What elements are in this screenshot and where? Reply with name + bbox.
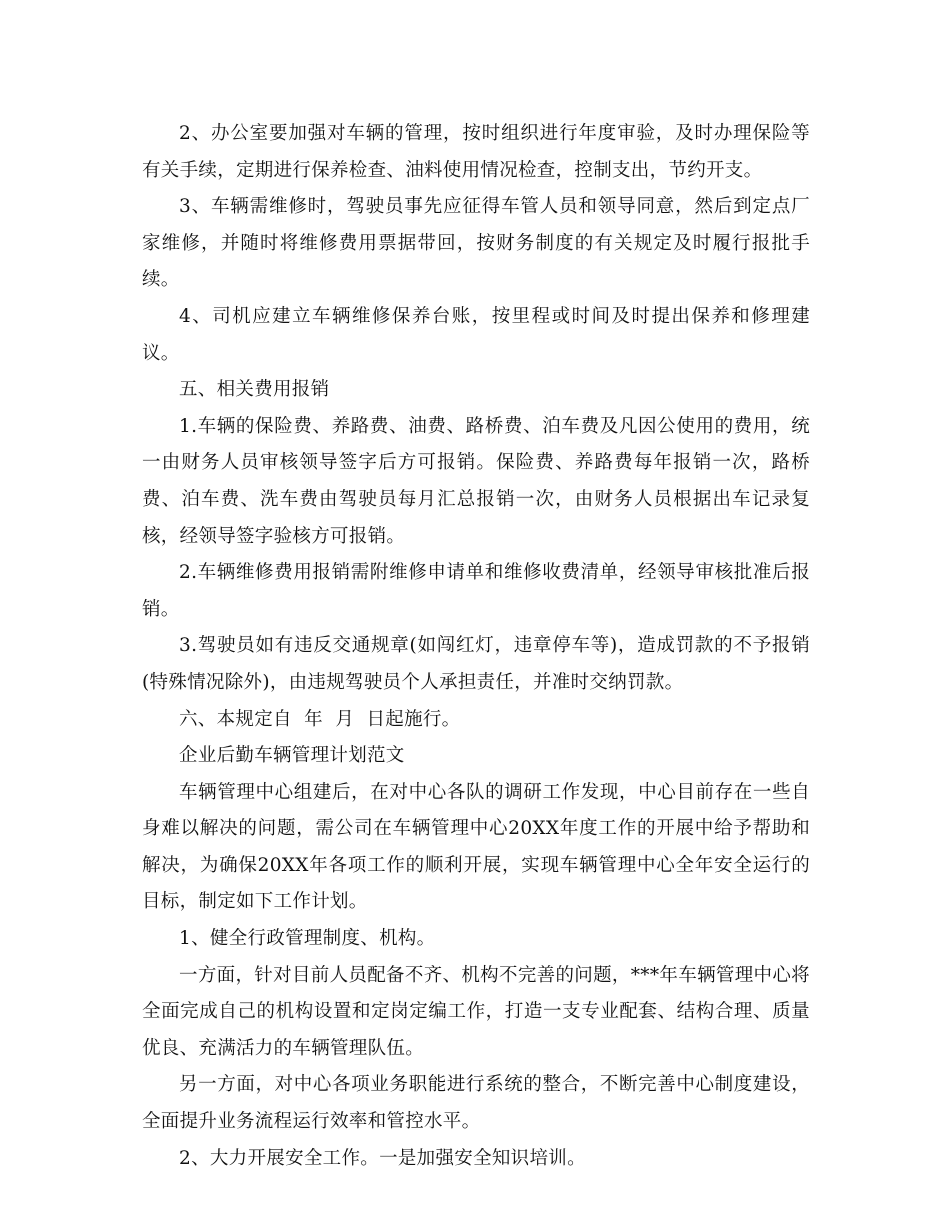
document-page bbox=[142, 116, 810, 1177]
paragraph: 4、司机应建立车辆维修保养台账，按里程或时间及时提出保养和修理建议。 bbox=[142, 305, 810, 364]
paragraph: 车辆管理中心组建后，在对中心各队的调研工作发现，中心目前存在一些自身难以解决的问题，需公司在车辆管理中心20XX年度工作的开展中给予帮助和解决，为确保20XX年各项工作的顺利开展，实现车辆管理中心全年安全运行的目标，制定如下工作计划。 bbox=[142, 781, 810, 913]
paragraph: 3.驾驶员如有违反交通规章(如闯红灯，违章停车等)，造成罚款的不予报销(特殊情况除外)，由违规驾驶员个人承担责任，并准时交纳罚款。 bbox=[142, 635, 810, 693]
paragraph: 2.车辆维修费用报销需附维修申请单和维修收费清单，经领导审核批准后报销。 bbox=[142, 562, 810, 620]
section-heading: 六、本规定自 年 月 日起施行。 bbox=[179, 708, 461, 730]
paragraph: 2、大力开展安全工作。一是加强安全知识培训。 bbox=[179, 1147, 586, 1169]
section-heading: 五、相关费用报销 bbox=[179, 379, 330, 401]
paragraph: 2、办公室要加强对车辆的管理，按时组织进行年度审验，及时办理保险等有关手续，定期进行保养检查、油料使用情况检查，控制支出，节约开支。 bbox=[142, 123, 810, 181]
paragraph: 一方面，针对目前人员配备不齐、机构不完善的问题，***年车辆管理中心将全面完成自己的机构设置和定岗定编工作，打造一支专业配套、结构合理、质量优良、充满活力的车辆管理队伍。 bbox=[142, 964, 810, 1059]
paragraph: 3、车辆需维修时，驾驶员事先应征得车管人员和领导同意，然后到定点厂家维修，并随时将维修费用票据带回，按财务制度的有关规定及时履行报批手续。 bbox=[142, 196, 810, 291]
paragraph: 另一方面，对中心各项业务职能进行系统的整合，不断完善中心制度建设，全面提升业务流程运行效率和管控水平。 bbox=[142, 1074, 810, 1133]
document-title: 企业后勤车辆管理计划范文 bbox=[179, 745, 405, 767]
section-heading: 1、健全行政管理制度、机构。 bbox=[179, 928, 436, 950]
paragraph: 1.车辆的保险费、养路费、油费、路桥费、泊车费及凡因公使用的费用，统一由财务人员审核领导签字后方可报销。保险费、养路费每年报销一次，路桥费、泊车费、洗车费由驾驶员每月汇总报销一次，由财务人员根据出车记录复核，经领导签字验核方可报销。 bbox=[142, 415, 810, 547]
